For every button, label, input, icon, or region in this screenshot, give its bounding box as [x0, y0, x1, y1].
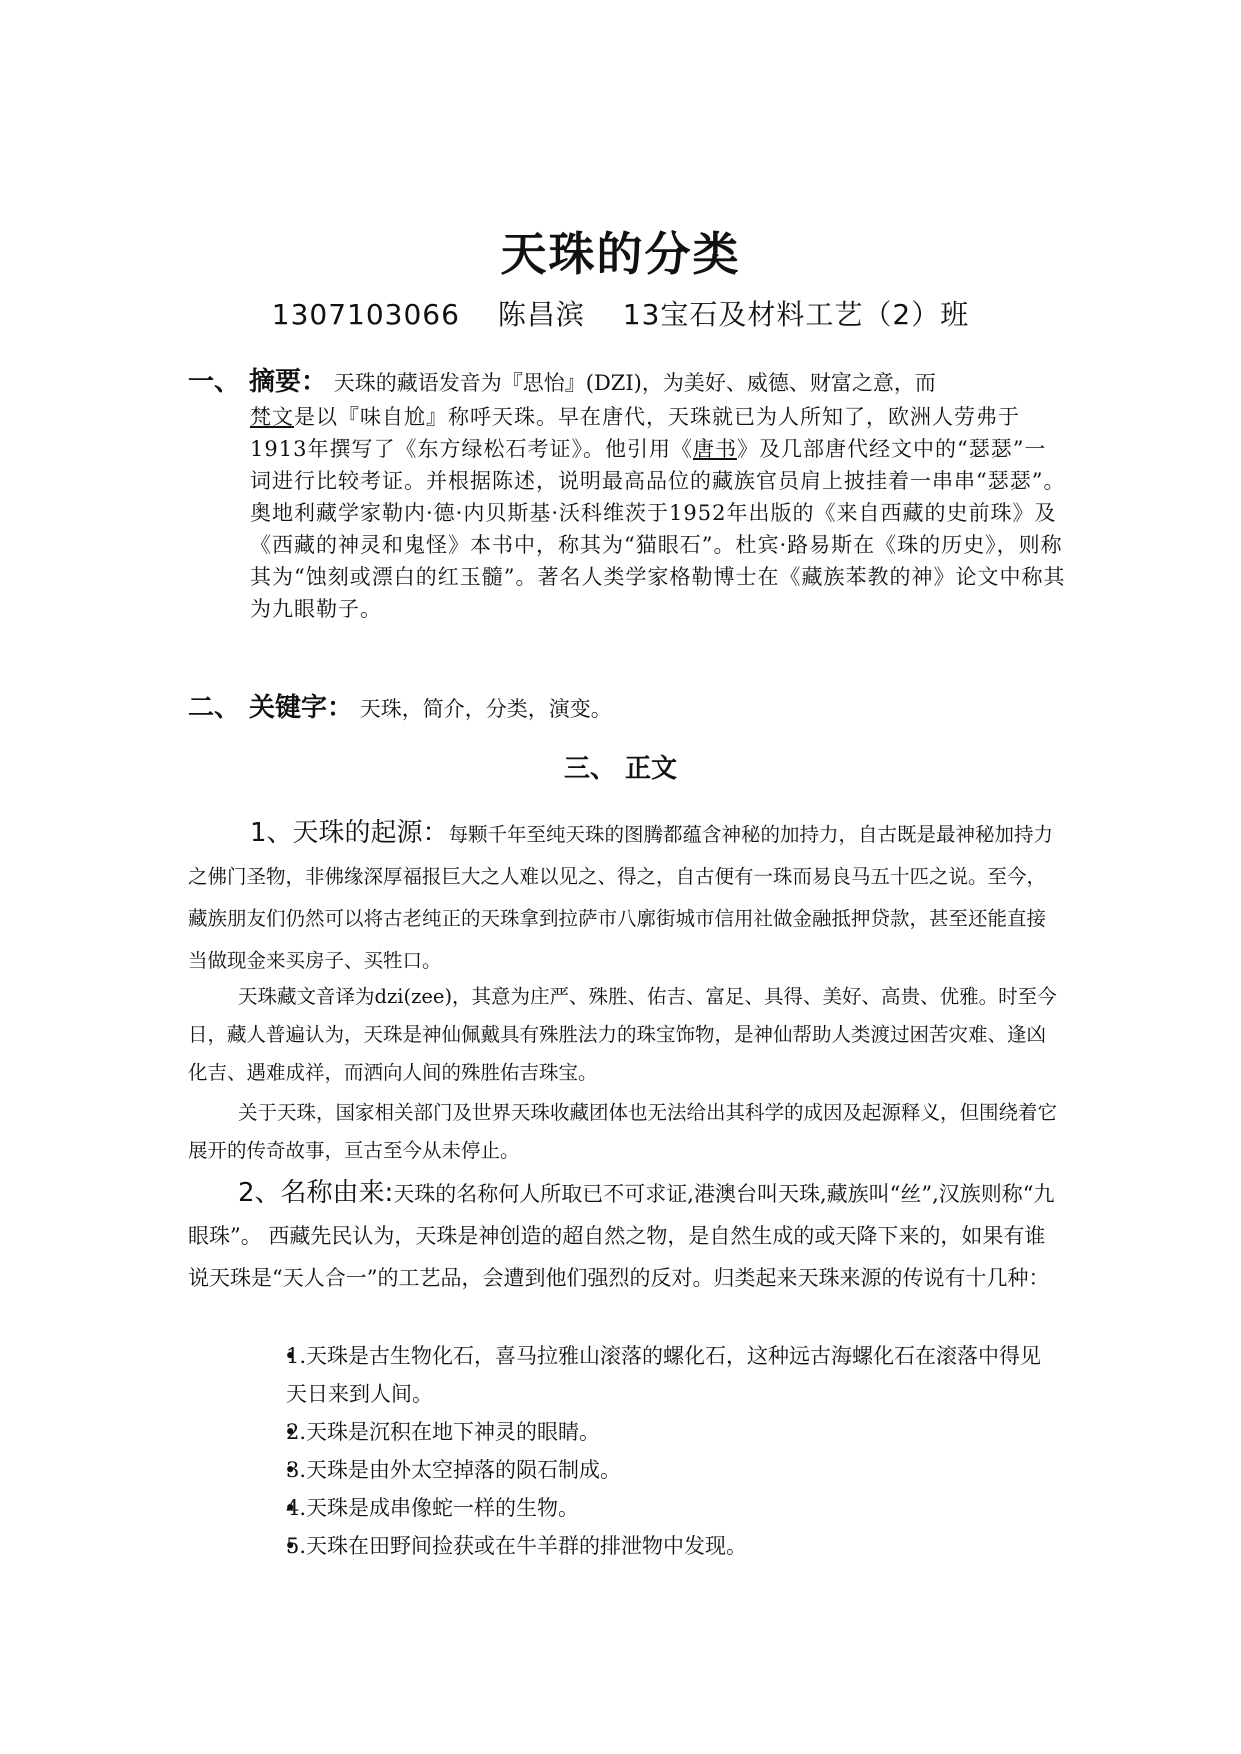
list-item-text: 3.天珠是由外太空掉落的陨石制成。: [286, 1458, 622, 1482]
origin-paragraph: [188, 812, 1058, 982]
abstract-underlined-term: 梵文: [250, 405, 294, 429]
meaning-paragraph: 天珠藏文音译为dzi(zee)，其意为庄严、殊胜、佑吉、富足、具得、美好、高贵、优雅。时至今日，藏人普遍认为，天珠是神仙佩戴具有殊胜法力的珠宝饰物，是神仙帮助人类渡过困苦灾难、逢凶化吉、遇难成祥，而洒向人间的殊胜佑吉珠宝。: [188, 985, 1057, 1084]
document-title: 天珠的分类: [500, 227, 741, 281]
student-id: 1307103066: [271, 298, 460, 331]
list-item: [238, 1451, 1058, 1489]
class-name: 13宝石及材料工艺（2）班: [622, 298, 970, 331]
origin-text: 每颗千年至纯天珠的图腾都蕴含神秘的加持力，自古既是最神秘加持力之佛门圣物，非佛缘深厚福报巨大之人难以见之、得之，自古便有一珠而易良马五十匹之说。至今，藏族朋友们仍然可以将古老纯正的天珠拿到拉萨市八廓街城市信用社做金融抵押贷款，甚至还能直接当做现金来买房子、买牲口。: [188, 823, 1054, 972]
list-item-text: 5.天珠在田野间捡获或在牛羊群的排泄物中发现。: [286, 1534, 748, 1558]
section-heading-main-text: 三、 正文: [563, 754, 678, 784]
list-item: [238, 1413, 1058, 1451]
list-item: [238, 1527, 1058, 1565]
list-item-text: 4.天珠是成串像蛇一样的生物。: [286, 1496, 580, 1520]
legend-list: [238, 1337, 1058, 1565]
abstract-text-c: 》及几部唐代经文中的“瑟瑟”一词进行比较考证。并根据陈述，说明最高品位的藏族官员肩上披挂着一串串“瑟瑟”。奥地利藏学家勒内·德·内贝斯基·沃科维茨于1952年出版的《来自西藏的史前珠》及《西藏的神灵和鬼怪》本书中，称其为“猫眼石”。杜宾·路易斯在《珠的历史》，则称其为“蚀刻或漂白的红玉髓”。著名人类学家格勒博士在《藏族苯教的神》论文中称其为九眼勒子。: [250, 437, 1066, 621]
abstract-label: 一、 摘要：: [188, 367, 328, 397]
author-byline: [0, 293, 1241, 333]
list-item: [238, 1337, 1058, 1413]
name-origin-heading: 2、名称由来:: [238, 1178, 394, 1208]
list-item-text: 1.天珠是古生物化石，喜马拉雅山滚落的螺化石，这种远古海螺化石在滚落中得见天日来到人间。: [286, 1344, 1042, 1406]
abstract-text-b: 是以『味自尬』称呼天珠。早在唐代，天珠就已为人所知了，欧洲人劳弗于1913年撰写了《东方绿松石考证》。他引用《: [250, 405, 1020, 461]
legend-intro-paragraph: 关于天珠，国家相关部门及世界天珠收藏团体也无法给出其科学的成因及起源释义，但围绕着它展开的传奇故事，亘古至今从未停止。: [188, 1101, 1058, 1162]
author-name: 陈昌滨: [497, 298, 585, 331]
list-item-text: 2.天珠是沉积在地下神灵的眼睛。: [286, 1420, 601, 1444]
keywords-section: [188, 690, 1068, 727]
origin-heading: 1、天珠的起源：: [250, 818, 449, 848]
abstract-body: [250, 401, 1068, 625]
keywords-label: 二、 关键字：: [188, 693, 354, 723]
list-item: [238, 1489, 1058, 1527]
abstract-underlined-book: 唐书: [692, 437, 737, 461]
name-origin-paragraph: [188, 1172, 1058, 1299]
abstract-text-a: 天珠的藏语发音为『思怡』(DZI)，为美好、威德、财富之意，而: [333, 371, 936, 395]
keywords-text: 天珠，简介，分类，演变。: [359, 697, 612, 721]
abstract-section: [188, 364, 1068, 625]
name-origin-text: 天珠的名称何人所取已不可求证,港澳台叫天珠,藏族叫“丝”,汉族则称“九眼珠”。 西藏先民认为，天珠是神创造的超自然之物，是自然生成的或天降下来的，如果有谁说天珠是“天人合一”的工艺品，会遭到他们强烈的反对。归类起来天珠来源的传说有十几种：: [188, 1182, 1055, 1290]
